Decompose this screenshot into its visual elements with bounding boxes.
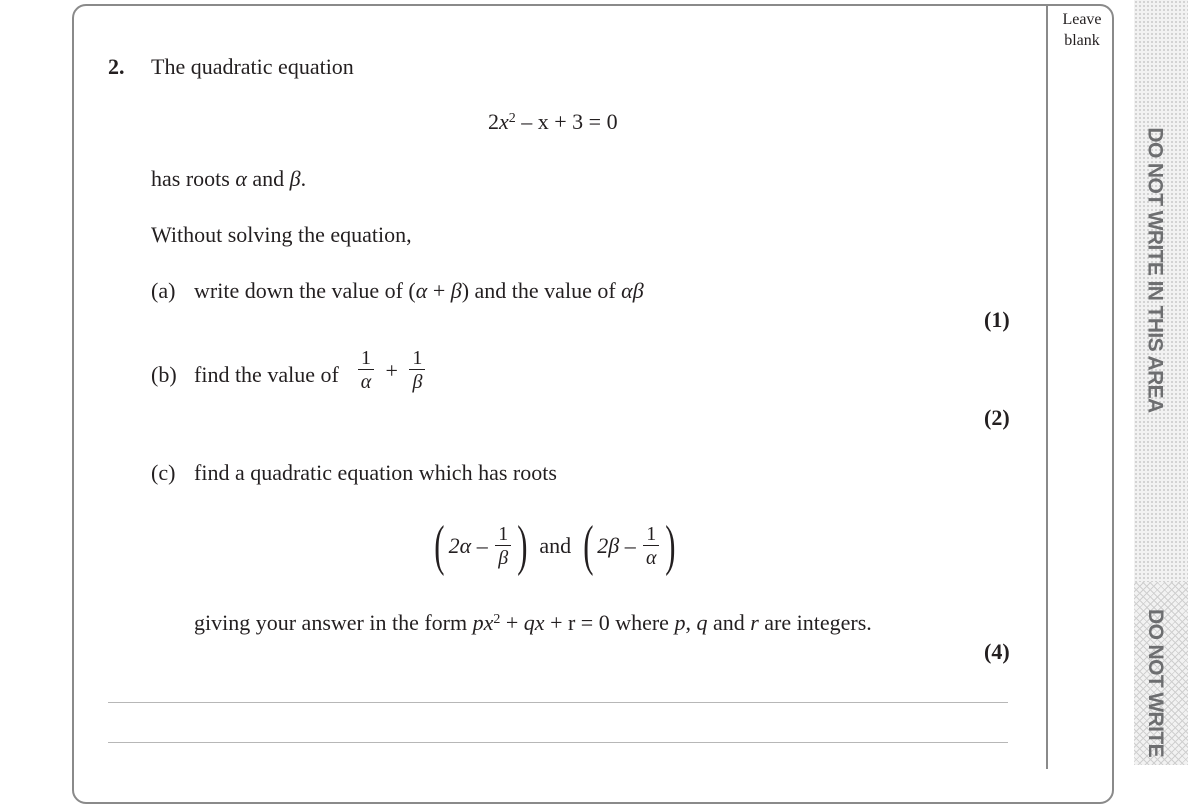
part-a-label: (a)	[151, 278, 176, 303]
part-b-label: (b)	[151, 362, 177, 387]
part-b-marks: (2)	[984, 405, 1010, 430]
answer-line[interactable]	[108, 702, 1008, 703]
fraction-one-over-alpha: $\frac{1}{\alpha}$	[358, 347, 374, 394]
leave-blank-label: Leave blank	[1062, 11, 1102, 49]
question-number: 2.	[108, 54, 125, 79]
roots-statement: has roots α and β.	[151, 166, 307, 191]
fraction-one-over-beta-c: $\frac{1}{\beta}$	[495, 523, 511, 570]
part-a-text: write down the value of (α + β) and the value of αβ	[194, 278, 644, 303]
leave-blank-column-divider	[1046, 4, 1048, 769]
quadratic-equation: $2x^2 - x + 3 = 0$	[488, 109, 618, 134]
do-not-write-label-lower: DO NOT WRITE	[1144, 608, 1168, 757]
fraction-one-over-alpha-c: $\frac{1}{\alpha}$	[643, 523, 659, 570]
part-c-form-instruction: giving your answer in the form $px^2$ + qx + r = 0 where p, q and r are integers.	[194, 610, 872, 635]
fraction-one-over-beta: $\frac{1}{\beta}$	[409, 347, 425, 394]
part-c-text: find a quadratic equation which has roots	[194, 460, 557, 485]
instruction-text: Without solving the equation,	[151, 222, 412, 247]
question-intro: The quadratic equation	[151, 54, 354, 79]
part-b-text: find the value of	[194, 362, 339, 387]
part-c-roots-expression: ( 2α – $\frac{1}{\beta}$ ) and ( 2β – $\frac{1}{\alpha}$ )	[434, 515, 676, 577]
part-c-marks: (4)	[984, 639, 1010, 664]
part-c-label: (c)	[151, 460, 176, 485]
part-b-expression: $\frac{1}{\alpha}$ + $\frac{1}{\beta}$	[356, 347, 427, 394]
answer-line[interactable]	[108, 742, 1008, 743]
part-a-marks: (1)	[984, 307, 1010, 332]
do-not-write-label-upper: DO NOT WRITE IN THIS AREA	[1144, 127, 1167, 413]
